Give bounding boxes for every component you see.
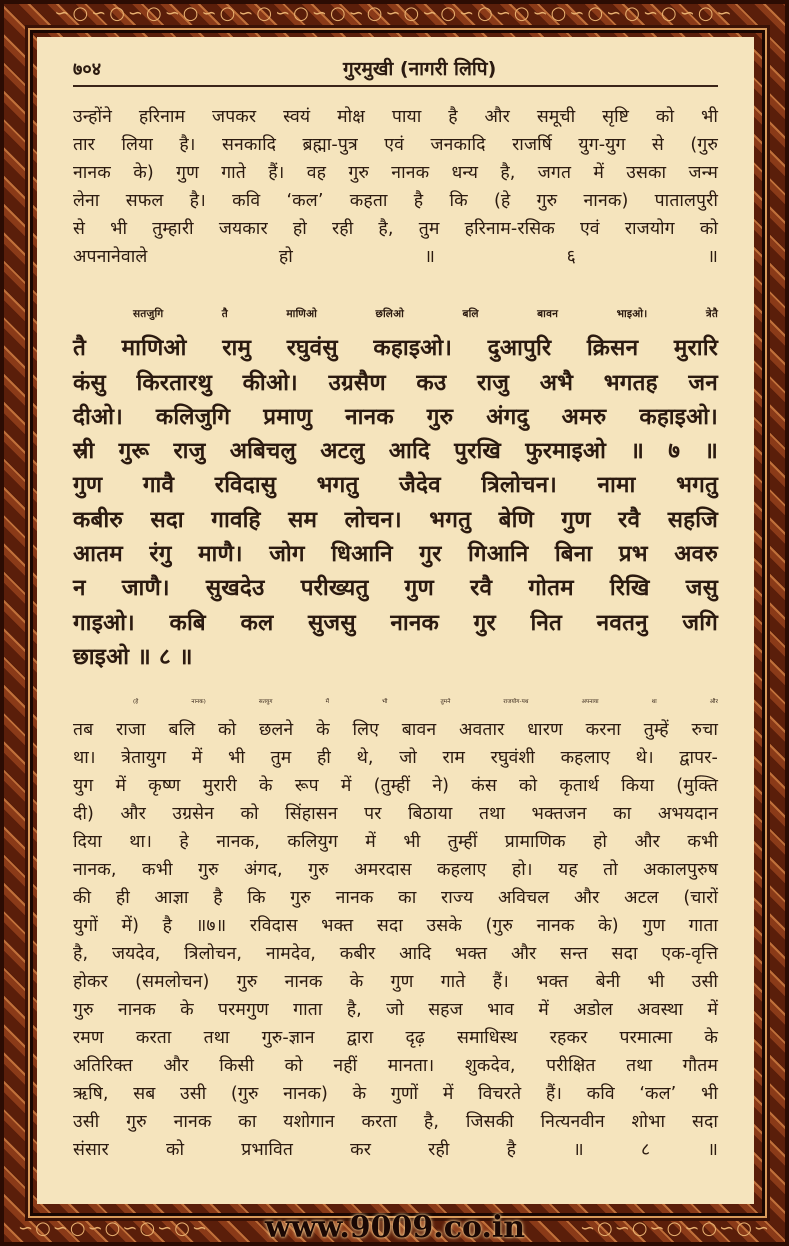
website-link[interactable]: www.9009.co.in xyxy=(264,1210,526,1245)
text-line: उसी गुरु नानक का यशोगान करता है, जिसकी नित्यनवीन शोभा सदा xyxy=(73,1112,718,1133)
footer-ornament-right: ∽○∽○∽○∽○∽○∽ xyxy=(579,1218,771,1239)
verse-line: कबीरु सदा गावहि सम लोचन। भगतु बेणि गुण रवै सहजि xyxy=(73,506,718,533)
text-line: है, जयदेव, त्रिलोचन, नामदेव, कबीर आदि भक्त और सन्त सदा एक-वृत्ति xyxy=(73,944,718,965)
text-line: (हे नानक) सतयुग में भी तुमने राजयोग-पथ अपनाया था और xyxy=(133,699,718,706)
page-footer xyxy=(0,1210,789,1246)
text-line: नानक, कभी गुरु अंगद, गुरु अमरदास कहलाए हो। यह तो अकालपुरुष xyxy=(73,860,718,881)
text-line: से भी तुम्हारी जयकार हो रही है, तुम हरिनाम-रसिक एवं राजयोग को xyxy=(73,219,718,239)
verse-line: छाइओ ॥ ८ ॥ xyxy=(73,643,193,670)
book-title: गुरमुखी (नागरी लिपि) xyxy=(343,58,497,80)
verse-line: आतम रंगु माणै। जोग धिआनि गुर गिआनि बिना प्रभ अवरु xyxy=(73,541,718,568)
footer-ornament-left: ∽○∽○∽○∽○∽○∽ xyxy=(18,1218,210,1239)
text-line: की ही आज्ञा है कि गुरु नानक का राज्य अविचल और अटल (चारों xyxy=(73,888,718,909)
verse-line: गुण गावै रविदासु भगतु जैदेव त्रिलोचन। नामा भगतु xyxy=(73,472,718,499)
text-line: संसार को प्रभावित कर रही है ॥ ८ ॥ xyxy=(73,1140,718,1161)
page-number: ७०४ xyxy=(73,59,102,80)
text-line: नानक के) गुण गाते हैं। वह गुरु नानक धन्य है, जगत में उसका जन्म xyxy=(73,163,718,183)
translation-paragraph-1 xyxy=(73,103,718,271)
text-line: था। त्रेतायुग में भी तुम ही थे, जो राम रघुवंशी कहलाए थे। द्वापर- xyxy=(73,748,718,769)
text-line: तब राजा बलि को छलने के लिए बावन अवतार धारण करना तुम्हें रुचा xyxy=(73,720,718,741)
text-line: दी) और उग्रसेन को सिंहासन पर बिठाया तथा भक्तजन का अभयदान xyxy=(73,804,718,825)
page-content xyxy=(37,37,754,1204)
text-line: दिया था। हे नानक, कलियुग में भी तुम्हीं प्रामाणिक हो और कभी xyxy=(73,832,718,853)
text-line: गुरु नानक के परमगुण गाता है, जो सहज भाव में अडोल अवस्था में xyxy=(73,1000,718,1021)
text-line: रमण करता तथा गुरु-ज्ञान द्वारा दृढ़ समाधिस्थ रहकर परमात्मा के xyxy=(73,1028,718,1049)
text-line: ऋषि, सब उसी (गुरु नानक) के गुणों में विचरते हैं। कवि ‘कल’ भी xyxy=(73,1084,718,1105)
page-header xyxy=(73,55,718,87)
text-line: तार लिया है। सनकादि ब्रह्मा-पुत्र एवं जनकादि राजर्षि युग-युग से (गुरु xyxy=(73,135,718,155)
text-line: उन्होंने हरिनाम जपकर स्वयं मोक्ष पाया है और समूची सृष्टि को भी xyxy=(73,107,718,127)
verse-line: सतजुगि तै माणिओ छलिओ बलि बावन भाइओ। त्रेतै xyxy=(133,308,718,320)
verse-line: गाइओ। कबि कल सुजसु नानक गुर नित नवतनु जगि xyxy=(73,609,718,636)
gurbani-verse xyxy=(73,297,718,674)
text-line: अतिरिक्त और किसी को नहीं मानता। शुकदेव, परीक्षित तथा गौतम xyxy=(73,1056,718,1077)
top-border-ornament: ∽○∽○∽○∽○∽○∽○∽○∽○∽○∽○∽○∽○∽○∽○∽○∽○∽○∽○∽ xyxy=(54,3,735,24)
verse-line: स्री गुरू राजु अबिचलु अटलु आदि पुरखि फुरमाइओ ॥ ७ ॥ xyxy=(73,438,718,465)
translation-paragraph-2 xyxy=(73,688,718,1164)
text-line: युगों में) है ॥७॥ रविदास भक्त सदा उसके (गुरु नानक के) गुण गाता xyxy=(73,916,718,937)
text-line: लेना सफल है। कवि ‘कल’ कहता है कि (हे गुरु नानक) पातालपुरी xyxy=(73,191,718,211)
verse-line: तै माणिओ रामु रघुवंसु कहाइओ। दुआपुरि क्रिसन मुरारि xyxy=(73,335,718,362)
verse-line: न जाणै। सुखदेउ परीख्यतु गुण रवै गोतम रिखि जसु xyxy=(73,575,718,602)
text-line: अपनानेवाले हो ॥ ६ ॥ xyxy=(73,247,718,267)
text-line: युग में कृष्ण मुरारी के रूप में (तुम्हीं ने) कंस को कृतार्थ किया (मुक्ति xyxy=(73,776,718,797)
text-line: होकर (समलोचन) गुरु नानक के गुण गाते हैं। भक्त बेनी भी उसी xyxy=(73,972,718,993)
verse-line: कंसु किरतारथु कीओ। उग्रसैण कउ राजु अभै भगतह जन xyxy=(73,369,718,396)
verse-line: दीओ। कलिजुगि प्रमाणु नानक गुरु अंगदु अमरु कहाइओ। xyxy=(73,403,718,430)
